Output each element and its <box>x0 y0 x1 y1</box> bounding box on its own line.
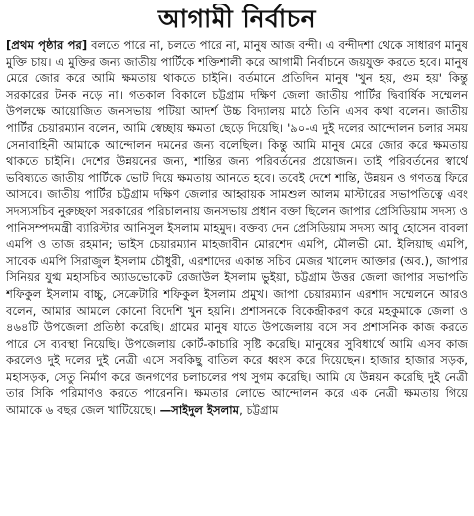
article-body <box>6 37 468 419</box>
headline: আগামী নির্বাচন <box>157 4 317 33</box>
article-text: বলতে পারে না, চলতে পারে না, মানুষ আজ বন্দী। এ বন্দীদশা থেকে সাধারণ মানুষ মুক্তি চায়। এ মুক্তির জন্য জাতীয় পার্টিকে শক্তিশালী করে আগামী নির্বাচনে জয়যুক্ত করতে হবে। মানুষ মেরে জোর করে আমি ক্ষমতায় থাকতে চাইনি। বর্তমানে প্রতিদিন মানুষ 'খুন হয়, গুম হয়' কিন্তু সরকারের টনক নড়ে না। গতকাল বিকালে চট্টগ্রাম দক্ষিণ জেলা জাতীয় পার্টির দ্বিবার্ষিক সম্মেলন উপলক্ষে আয়োজিত জনসভায় পটিয়া আদর্শ উচ্চ বিদ্যালয় মাঠে তিনি এসব কথা বলেন। জাতীয় পার্টির চেয়ারম্যান বলেন, আমি স্বেচ্ছায় ক্ষমতা ছেড়ে দিয়েছি। '৯০-এ দুই দলের আন্দোলন চলার সময় সেনাবাহিনী আমাকে আন্দোলন দমনের জন্য বলেছিল। কিন্তু আমি মানুষ মেরে জোর করে ক্ষমতায় থাকতে চাইনি। দেশের উন্নয়নের জন্য, শান্তির জন্য পরিবর্তনের প্রয়োজন। তাই পরিবর্তনের স্বার্থে ভবিষ্যতে জাতীয় পার্টিকে ভোট দিয়ে ক্ষমতায় আনতে হবে। তবেই দেশে শান্তি, উন্নয়ন ও গণতন্ত্র ফিরে আসবে। জাতীয় পার্টির চট্টগ্রাম দক্ষিণ জেলার আহ্বায়ক সামশুল আলম মাস্টারের সভাপতিত্বে এবং সদস্যসচিব নুরুচ্ছফা সরকারের পরিচালনায় জনসভায় প্রধান বক্তা ছিলেন জাপার প্রেসিডিয়াম সদস্য ও পানিসম্পদমন্ত্রী ব্যারিস্টার আনিসুল ইসলাম মাহমুদ। বক্তব্য দেন প্রেসিডিয়াম সদস্য আবু হোসেন বাবলা এমপি ও তাজ রহমান; ভাইস চেয়ারম্যান মাহজাবীন মোরশেদ এমপি, মৌলভী মো. ইলিয়াছ এমপি, সাবেক এমপি সিরাজুল ইসলাম চৌধুরী, এরশাদের একান্ত সচিব মেজর খালেদ আক্তার (অব.), জাপার সিনিয়র যুগ্ম মহাসচিব অ্যাডভোকেট রেজাউল ইসলাম ভুইয়া, চট্টগ্রাম উত্তর জেলা জাপার সভাপতি শফিকুল ইসলাম বাচ্চু, সেক্রেটারি শফিকুল ইসলাম প্রমুখ। জাপা চেয়ারম্যান এরশাদ সম্মেলনে আরও বলেন, আমার আমলে কোনো বিদেশি খুন হয়নি। প্রশাসনকে বিকেন্দ্রীকরণ করে মহকুমাকে জেলা ও ৪৬৪টি উপজেলা প্রতিষ্ঠা করেছি। গ্রামের মানুষ যাতে উপজেলায় বসে সব প্রশাসনিক কাজ করতে পারে সে ব্যবস্থা নিয়েছি। উপজেলায় কোর্ট-কাচারি সৃষ্টি করেছি। মানুষের সুবিধার্থে আমি এসব কাজ করলেও দুই দলের দুই নেত্রী এসে সবকিছু বাতিল করে ধ্বংস করে দিয়েছেন। হাজার হাজার সড়ক, মহাসড়ক, সেতু নির্মাণ করে জনগণের চলাচলের পথ সুগম করেছি। আমি যে উন্নয়ন করেছি দুই নেত্রী তার সিকি পরিমাণও করতে পারেননি। ক্ষমতার লোভে আন্দোলন করে এক নেত্রী ক্ষমতায় গিয়ে আমাকে ৬ বছর জেল খাটিয়েছে। <box>6 38 468 418</box>
continuation-label: [প্রথম পৃষ্ঠার পর] <box>6 38 88 52</box>
news-clipping <box>6 4 468 512</box>
dateline: , চট্টগ্রাম <box>239 403 279 418</box>
byline: —সাইদুল ইসলাম <box>159 403 240 418</box>
